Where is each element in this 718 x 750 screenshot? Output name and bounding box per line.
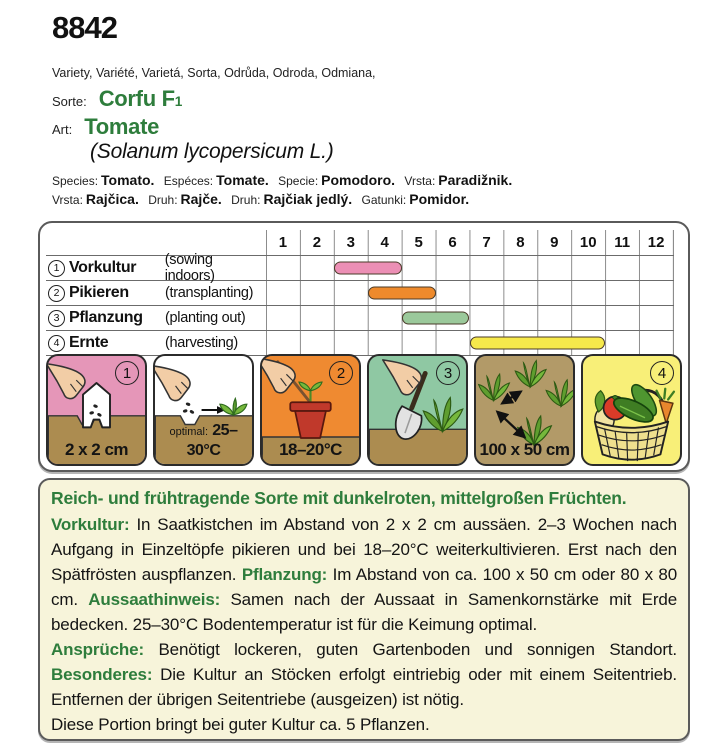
month-label: 1 [278, 234, 288, 251]
variety-translations: Variety, Variété, Varietá, Sorta, Odrůda, Odroda, Odmiana, [52, 66, 376, 80]
species-label: Specie: [278, 174, 319, 188]
circled-number-icon: 4 [48, 335, 65, 352]
care-paragraph-culture [51, 512, 677, 637]
activity-name: Vorkultur [69, 259, 137, 276]
month-label: 6 [448, 234, 457, 251]
spacing-arrow [502, 392, 520, 404]
species-label: Vrsta: [404, 174, 436, 188]
keyword-aussaathinweis: Aussaathinweis: [88, 590, 221, 609]
species-value: Tomato. [101, 172, 155, 188]
month-label: 12 [647, 234, 665, 251]
species-value: Pomodoro. [321, 172, 396, 188]
step-number-badge: 4 [650, 361, 674, 385]
species-value: Tomate. [216, 172, 269, 188]
keyword-besonderes: Besonderes: [51, 665, 153, 684]
activity-english: (planting out) [165, 310, 246, 326]
latin-name: (Solanum lycopersicum L.) [90, 140, 334, 163]
calendar-row-pflanzung [46, 306, 674, 331]
activity-name: Ernte [69, 334, 109, 351]
product-code: 8842 [52, 10, 117, 45]
circled-number-icon: 1 [48, 260, 65, 277]
care-text: In Saatkistchen im Abstand von 2 x 2 cm aussäen. 2–3 Wochen nach Aufgang in Einzeltöpfe pikieren und bei 18–20°C weiterkultivieren. Erst nach den Spätfrösten auspflanzen. [51, 515, 677, 584]
species-row [52, 114, 159, 140]
f1-subscript: 1 [174, 94, 183, 109]
care-text: Die Kultur an Stöcken erfolgt eintriebig oder mit einem Seitentrieb. Entfernen der übrigen Seitentriebe (ausgeizen) ist nötig. [51, 665, 677, 709]
activity-english: (transplanting) [165, 285, 254, 301]
variety-name: Corfu F1 [98, 86, 183, 111]
care-text: Benötigt lockeren, guten Gartenboden und sonnigen Standort. [143, 640, 677, 659]
cultivation-calendar-box [38, 221, 690, 472]
species-label: Druh: [231, 193, 261, 207]
pictogram-harvest [581, 354, 682, 466]
spacing-arrow [498, 412, 525, 437]
step-number-badge: 2 [329, 361, 353, 385]
month-label: 2 [312, 234, 322, 251]
keyword-pflanzung: Pflanzung: [241, 565, 328, 584]
month-label: 9 [550, 234, 559, 251]
pictogram-spacing [474, 354, 575, 466]
pictogram-caption: optimal: 25–30°C [169, 422, 238, 459]
pictogram-sowing-indoors [46, 354, 147, 466]
species-label: Gatunki: [361, 193, 407, 207]
species-value: Paradižnik. [438, 172, 513, 188]
sowing-calendar-table [46, 230, 674, 356]
species-label: Vrsta: [52, 193, 83, 207]
month-label: 10 [579, 234, 597, 251]
activity-english: (harvesting) [165, 335, 238, 351]
variety-headline: Reich- und frühtragende Sorte mit dunkelroten, mittelgroßen Früchten. [51, 488, 627, 508]
care-text: Im Abstand von ca. 100 x 50 cm oder 80 x 80 cm. [51, 565, 677, 609]
calendar-row-vorkultur [46, 252, 674, 284]
month-label: 7 [482, 234, 491, 251]
pictogram-caption: 100 x 50 cm [479, 440, 570, 459]
description-box [38, 478, 690, 741]
activity-english: (sowing indoors) [164, 252, 215, 284]
sorte-label: Sorte: [52, 94, 87, 109]
pictogram-planting-out [367, 354, 468, 466]
species-value: Rajčica. [85, 191, 139, 207]
circled-number-icon: 3 [48, 310, 65, 327]
pictogram-transplanting [260, 354, 361, 466]
month-label: 11 [614, 234, 631, 251]
month-label: 5 [414, 234, 423, 251]
care-paragraph-requirements [51, 637, 677, 662]
care-paragraph-special [51, 662, 677, 712]
species-translations-line2 [52, 191, 475, 207]
calendar-row-pikieren [46, 281, 674, 306]
month-label: 8 [516, 234, 525, 251]
pictogram-optimal-temperature [153, 354, 254, 466]
step-number-badge: 1 [115, 361, 139, 385]
circled-number-icon: 2 [48, 285, 65, 302]
art-label: Art: [52, 122, 73, 137]
species-label: Druh: [148, 193, 178, 207]
species-label: Espéces: [163, 174, 214, 188]
month-header-cells [266, 230, 674, 255]
calendar-row-ernte [46, 331, 674, 356]
pictogram-row [46, 354, 682, 466]
species-value: Pomidor. [409, 191, 470, 207]
species-label: Species: [52, 174, 99, 188]
activity-name: Pflanzung [69, 309, 143, 326]
pictogram-caption: 2 x 2 cm [64, 440, 129, 459]
month-label: 4 [380, 234, 389, 251]
species-translations-line1 [52, 172, 518, 188]
species-name: Tomate [84, 114, 160, 139]
step-number-badge: 3 [436, 361, 460, 385]
species-value: Rajče. [180, 191, 222, 207]
portion-note: Diese Portion bringt bei guter Kultur ca. 5 Pflanzen. [51, 715, 430, 734]
species-value: Rajčiak jedlý. [263, 191, 353, 207]
pictogram-caption: 18–20°C [279, 440, 342, 459]
activity-name: Pikieren [69, 284, 129, 301]
timeline-bar-vorkultur [334, 262, 402, 275]
care-text: Samen nach der Aussaat in Samenkornstärke mit Erde bedecken. 25–30°C Bodentemperatur ist für die Keimung optimal. [51, 590, 677, 634]
timeline-bar-ernte [470, 337, 606, 350]
keyword-vorkultur: Vorkultur: [51, 515, 130, 534]
month-label: 3 [346, 234, 355, 251]
variety-row [52, 86, 182, 112]
keyword-ansprueche: Ansprüche: [51, 640, 144, 659]
timeline-bar-pflanzung [402, 312, 470, 325]
month-header-row [46, 230, 674, 256]
timeline-bar-pikieren [368, 287, 436, 300]
